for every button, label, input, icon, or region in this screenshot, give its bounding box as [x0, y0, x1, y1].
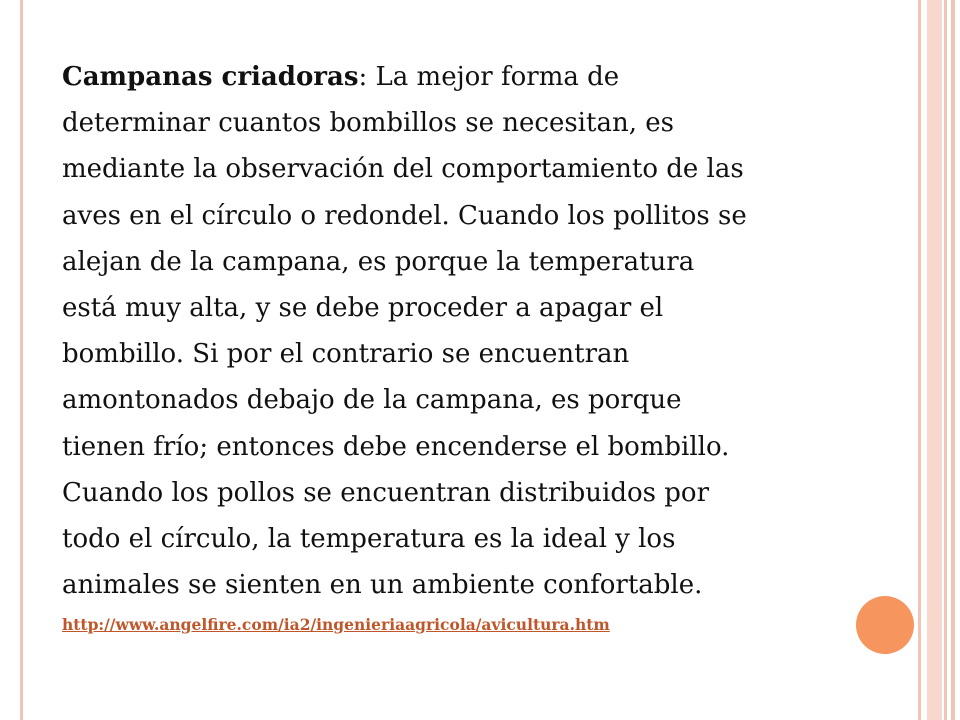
right-band-line — [951, 0, 955, 720]
text-line: aves en el círculo o redondel. Cuando los pollitos se — [62, 200, 747, 231]
text-line: Cuando los pollos se encuentran distribuidos por — [62, 477, 709, 508]
text-line: mediante la observación del comportamiento de las — [62, 154, 744, 185]
right-band-line — [918, 0, 921, 720]
text-line: animales se sienten en un ambiente confortable. — [62, 570, 703, 601]
right-band-fill — [927, 0, 942, 720]
term-heading: Campanas criadoras — [62, 62, 359, 92]
term-suffix: : La mejor forma de — [358, 62, 620, 92]
left-frame-line — [20, 0, 23, 720]
text-line: determinar cuantos bombillos se necesitan, es — [62, 108, 674, 139]
text-line: tienen frío; entonces debe encenderse el bombillo. — [62, 431, 730, 462]
text-line: alejan de la campana, es porque la temperatura — [62, 246, 695, 277]
source-link[interactable]: http://www.angelfire.com/ia2/ingenieriaagricola/avicultura.htm — [62, 615, 610, 634]
slide-body-text — [62, 54, 852, 608]
decorative-circle — [856, 596, 914, 654]
paragraph-first-line — [62, 54, 852, 100]
right-band-line — [944, 0, 947, 720]
text-line: está muy alta, y se debe proceder a apagar el — [62, 293, 664, 324]
text-line: bombillo. Si por el contrario se encuentran — [62, 339, 630, 370]
text-line: amontonados debajo de la campana, es porque — [62, 385, 682, 416]
text-line: todo el círculo, la temperatura es la ideal y los — [62, 524, 676, 555]
